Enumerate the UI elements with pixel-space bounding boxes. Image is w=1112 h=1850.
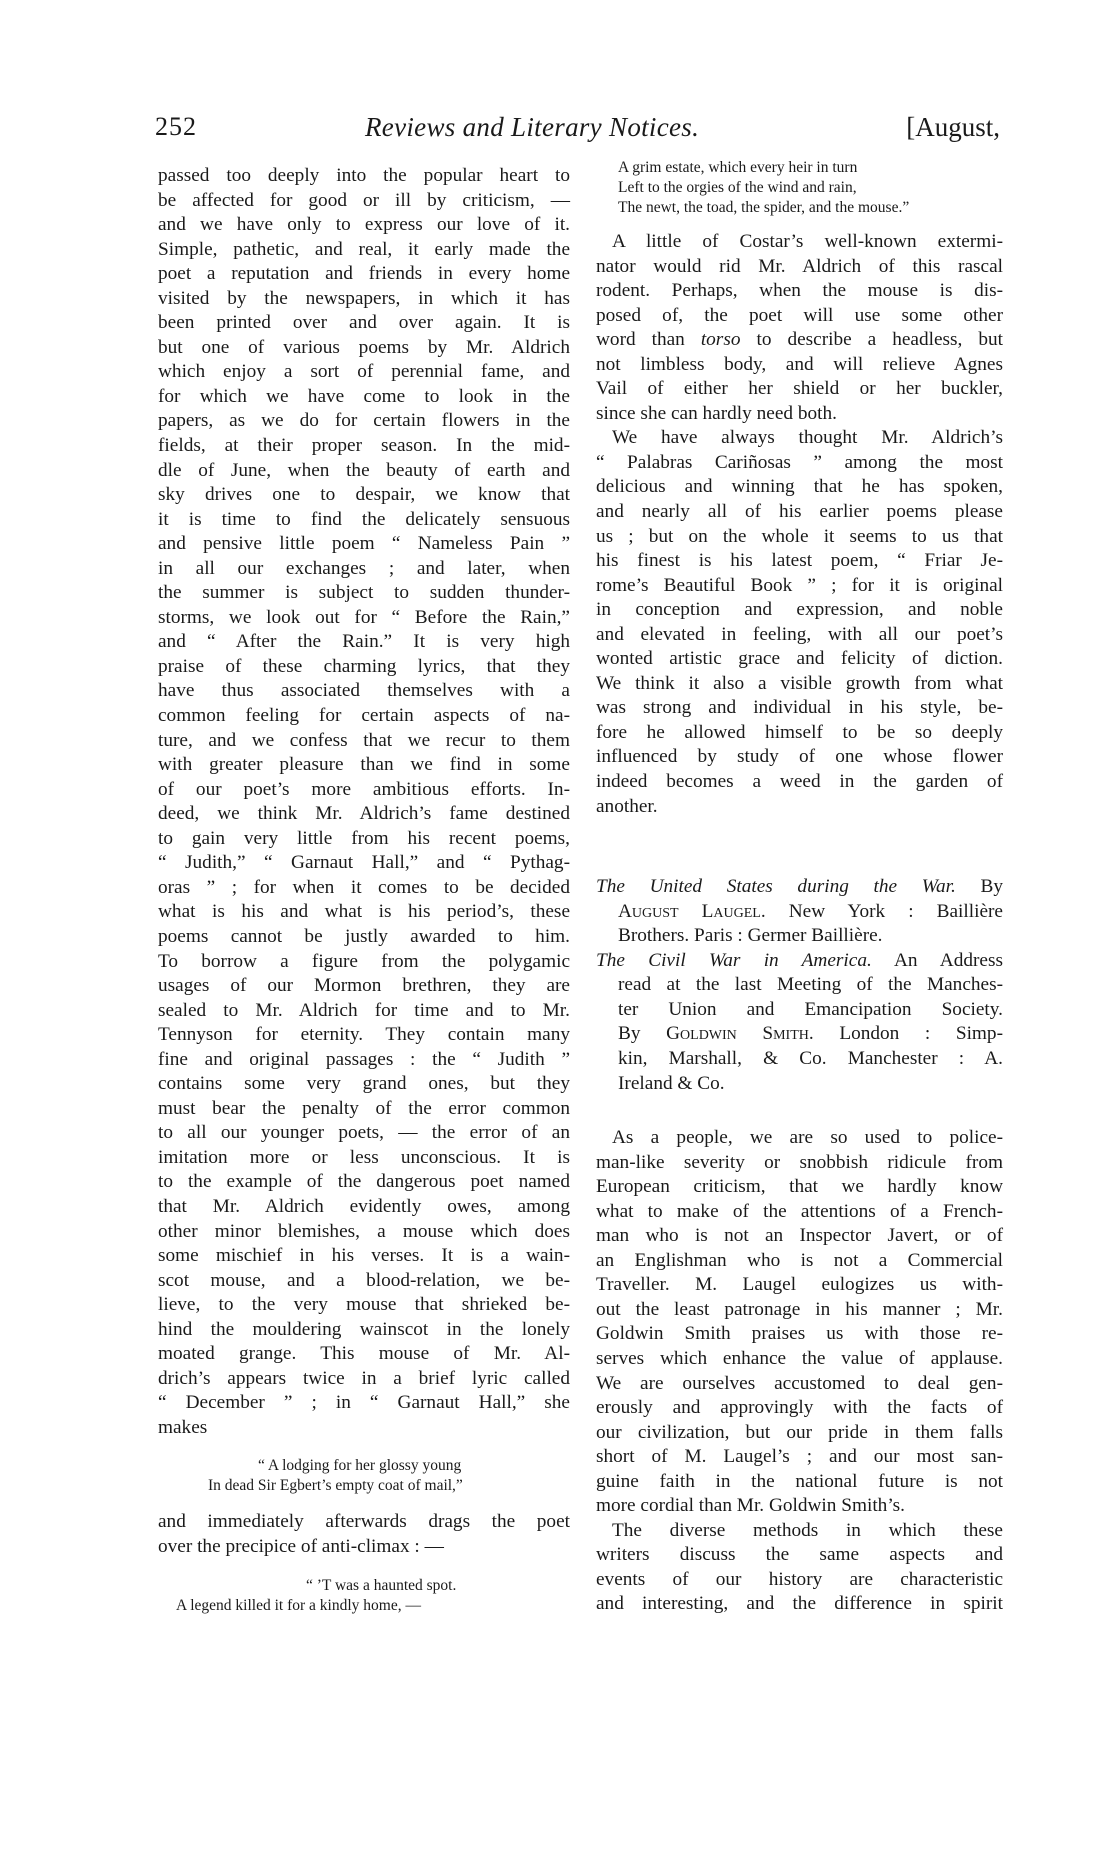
text-line: fine and original passages : the “ Judith ” (158, 1048, 570, 1070)
text-line: indeed becomes a weed in the garden of (596, 771, 1003, 793)
text-line: fields, at their proper season. In the mid- (158, 435, 570, 457)
text-line: have thus associated themselves with a (158, 680, 570, 702)
text-line: Simple, pathetic, and real, it early made the (158, 238, 570, 260)
text-line: deed, we think Mr. Aldrich’s fame destined (158, 803, 570, 825)
text-line: To borrow a figure from the polygamic (158, 950, 570, 972)
section-gap (596, 1096, 1003, 1126)
text-line: be affected for good or ill by criticism, — (158, 189, 570, 211)
text-line: to gain very little from his recent poems, (158, 827, 570, 849)
text-line: usages of our Mormon brethren, they are (158, 975, 570, 997)
verse-line: In dead Sir Egbert’s empty coat of mail,” (208, 1477, 463, 1495)
text-line: influenced by study of one whose flower (596, 746, 1003, 768)
text-line: fore he allowed himself to be so deeply (596, 721, 1003, 743)
text-line: Goldwin Smith praises us with those re- (596, 1323, 1003, 1345)
right-column (596, 159, 1004, 1617)
text-line: We think it also a visible growth from what (596, 672, 1003, 694)
text-line: us ; but on the whole it seems to us that (596, 525, 1003, 547)
paragraph-costar (596, 230, 1003, 426)
text-line: kin, Marshall, & Co. Manchester : A. (618, 1047, 1003, 1069)
bibliography-entry-laugel (596, 875, 1003, 949)
text-line: an Englishman who is not a Commercial (596, 1249, 1003, 1271)
text-line: of our poet’s more ambitious efforts. In- (158, 778, 570, 800)
text-line: not limbless body, and will relieve Agnes (596, 353, 1003, 375)
text-line: oras ” ; for when it comes to be decided (158, 876, 570, 898)
text-fragment: New York : Baillière (765, 900, 1003, 922)
text-line: passed too deeply into the popular heart to (158, 165, 570, 186)
bibliography (596, 875, 1003, 1096)
paragraph-anti-climax (158, 1510, 570, 1559)
text-line: nator would rid Mr. Aldrich of this rascal (596, 255, 1003, 277)
italic-word: torso (700, 329, 741, 351)
text-line: “ December ” ; in “ Garnaut Hall,” she (158, 1392, 570, 1414)
text-line: rodent. Perhaps, when the mouse is dis- (596, 280, 1003, 302)
text-line: lieve, to the very mouse that shrieked be- (158, 1294, 570, 1316)
author-name: August Laugel. (618, 900, 766, 922)
text-line: serves which enhance the value of applause. (596, 1347, 1003, 1369)
text-line: short of M. Laugel’s ; and our most san- (596, 1446, 1003, 1468)
text-line: must bear the penalty of the error common (158, 1097, 570, 1119)
text-line: poet a reputation and friends in every home (158, 263, 570, 285)
text-line: and pensive little poem “ Nameless Pain ” (158, 533, 570, 555)
text-line: to the example of the dangerous poet named (158, 1171, 570, 1193)
text-line: another. (596, 795, 658, 817)
issue-month: [August, (906, 112, 1000, 142)
verse-quote-haunted-spot (158, 1576, 570, 1616)
text-line: events of our history are characteristic (596, 1568, 1003, 1590)
text-line: which enjoy a sort of perennial fame, and (158, 361, 570, 383)
left-column (158, 164, 570, 1616)
text-line: to all our younger poets, — the error of an (158, 1122, 570, 1144)
text-line: ter Union and Emancipation Society. (618, 998, 1003, 1020)
text-line: rome’s Beautiful Book ” ; for it is original (596, 574, 1003, 596)
text-line: read at the last Meeting of the Manches- (618, 974, 1003, 996)
text-fragment: London : Simp- (813, 1023, 1003, 1045)
text-line: it is time to find the delicately sensuous (158, 508, 570, 530)
text-line: “ Judith,” “ Garnaut Hall,” and “ Pythag- (158, 852, 570, 874)
text-line: was strong and individual in his style, be- (596, 697, 1003, 719)
text-line: “ Palabras Cariñosas ” among the most (596, 451, 1003, 473)
text-line: in all our exchanges ; and later, when (158, 557, 570, 579)
text-line: delicious and winning that he has spoken, (596, 476, 1003, 498)
text-line: ture, and we confess that we recur to them (158, 729, 570, 751)
text-line: and elevated in feeling, with all our poet’s (596, 623, 1003, 645)
text-fragment: An Address (871, 949, 1003, 971)
paragraph-diverse-methods (596, 1519, 1003, 1617)
text-fragment: to describe a headless, but (740, 329, 1003, 351)
bibliography-entry-goldwin-smith (596, 949, 1003, 1096)
verse-line: A legend killed it for a kindly home, — (176, 1596, 421, 1614)
text-line: scot mouse, and a blood-relation, we be- (158, 1269, 570, 1291)
text-line: and interesting, and the difference in spirit (596, 1593, 1003, 1615)
text-line: been printed over and over again. It is (158, 312, 570, 334)
text-line: more cordial than Mr. Goldwin Smith’s. (596, 1495, 906, 1517)
text-line: Vail of either her shield or her buckler, (596, 378, 1003, 400)
text-line: out the least patronage in his manner ; Mr. (596, 1298, 1003, 1320)
text-line: erously and approvingly with the facts of (596, 1397, 1003, 1419)
text-line: dle of June, when the beauty of earth and (158, 459, 570, 481)
text-line: drich’s appears twice in a brief lyric called (158, 1367, 570, 1389)
text-line: and immediately afterwards drags the poet (158, 1511, 570, 1533)
text-line: visited by the newspapers, in which it has (158, 287, 570, 309)
paragraph-as-a-people (596, 1126, 1003, 1519)
text-line: sealed to Mr. Aldrich for time and to Mr. (158, 999, 570, 1021)
text-line: since she can hardly need both. (596, 402, 837, 424)
text-line: makes (158, 1416, 208, 1438)
text-line: what is his and what is his period’s, these (158, 901, 570, 923)
text-line: poems cannot be justly awarded to him. (158, 925, 570, 947)
author-name: Goldwin Smith. (666, 1023, 814, 1045)
text-line (596, 900, 1003, 925)
text-line: that Mr. Aldrich evidently owes, among (158, 1195, 570, 1217)
verse-line: The newt, the toad, the spider, and the mouse.” (618, 199, 910, 216)
text-line: and we have only to express our love of it. (158, 214, 570, 236)
text-line: posed of, the poet will use some other (596, 304, 1003, 326)
text-line: We are ourselves accustomed to deal gen- (596, 1372, 1003, 1394)
running-title: Reviews and Literary Notices. (365, 112, 700, 142)
text-line: contains some very grand ones, but they (158, 1073, 570, 1095)
text-line: As a people, we are so used to police- (612, 1127, 1003, 1149)
text-line: writers discuss the same aspects and (596, 1544, 1003, 1566)
text-line: and “ After the Rain.” It is very high (158, 631, 570, 653)
verse-line: “ ’T was a haunted spot. (306, 1576, 457, 1594)
page-header (155, 112, 1000, 146)
text-line: papers, as we do for certain flowers in the (158, 410, 570, 432)
text-line: Brothers. Paris : Germer Baillière. (618, 925, 883, 947)
text-line: European criticism, that we hardly know (596, 1176, 1003, 1198)
text-line: but one of various poems by Mr. Aldrich (158, 336, 570, 358)
text-line: his finest is his latest poem, “ Friar Je- (596, 550, 1003, 572)
text-line (596, 875, 1003, 900)
text-line: common feeling for certain aspects of na- (158, 705, 570, 727)
text-line: moated grange. This mouse of Mr. Al- (158, 1343, 570, 1365)
text-line: The diverse methods in which these (612, 1519, 1003, 1541)
text-fragment: word than (596, 329, 701, 351)
text-line: guine faith in the national future is not (596, 1470, 1003, 1492)
text-line: and nearly all of his earlier poems please (596, 501, 1003, 523)
verse-line: A grim estate, which every heir in turn (618, 159, 858, 176)
text-line: Traveller. M. Laugel eulogizes us with- (596, 1274, 1003, 1296)
verse-quote-grim-estate (596, 158, 1003, 218)
paragraph-palabras (596, 426, 1003, 819)
text-line: what to make of the attentions of a French- (596, 1200, 1003, 1222)
text-fragment: By (955, 876, 1004, 898)
text-line: A little of Costar’s well-known extermi- (612, 231, 1003, 252)
book-title: The United States during the War. (596, 876, 956, 898)
text-line: hind the mouldering wainscot in the lonely (158, 1318, 570, 1340)
text-line: man-like severity or snobbish ridicule from (596, 1151, 1003, 1173)
text-line: with greater pleasure than we find in some (158, 754, 570, 776)
text-line: other minor blemishes, a mouse which does (158, 1220, 570, 1242)
text-line: sky drives one to despair, we know that (158, 484, 570, 506)
text-line: over the precipice of anti-climax : — (158, 1535, 444, 1557)
text-line: the summer is subject to sudden thunder- (158, 582, 570, 604)
text-line: some mischief in his verses. It is a wain- (158, 1245, 570, 1267)
page-number: 252 (155, 112, 197, 141)
text-line: praise of these charming lyrics, that they (158, 655, 570, 677)
text-line: for which we have come to look in the (158, 385, 570, 407)
text-line: imitation more or less unconscious. It is (158, 1146, 570, 1168)
verse-line: “ A lodging for her glossy young (258, 1457, 462, 1475)
text-line: We have always thought Mr. Aldrich’s (612, 427, 1003, 449)
text-line: in conception and expression, and noble (596, 599, 1003, 621)
verse-line: Left to the orgies of the wind and rain, (618, 179, 857, 196)
text-fragment: By (618, 1023, 667, 1045)
paragraph-aldrich-poems (158, 164, 570, 1440)
text-line (596, 949, 1003, 974)
verse-quote-lodging (158, 1456, 570, 1496)
text-line: man who is not an Inspector Javert, or of (596, 1225, 1003, 1247)
text-line (596, 1022, 1003, 1047)
text-line (596, 328, 1003, 353)
text-line: Ireland & Co. (618, 1072, 725, 1094)
text-line: wonted artistic grace and felicity of diction. (596, 648, 1003, 670)
book-title: The Civil War in America. (596, 949, 872, 971)
text-line: our civilization, but our pride in them falls (596, 1421, 1003, 1443)
text-line: storms, we look out for “ Before the Rain,” (158, 606, 570, 628)
text-line: Tennyson for eternity. They contain many (158, 1024, 570, 1046)
